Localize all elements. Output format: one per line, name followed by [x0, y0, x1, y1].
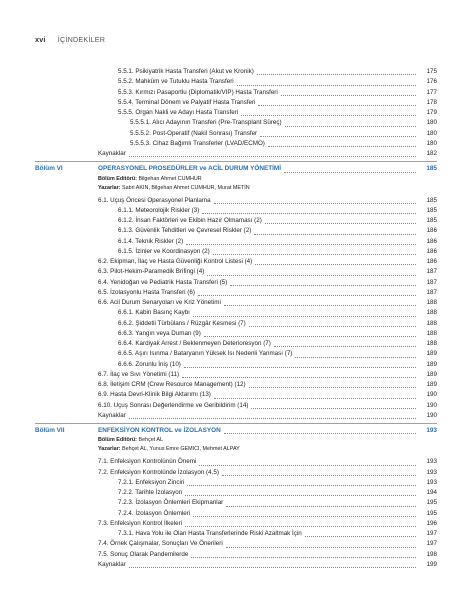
- dot-leader: [186, 244, 416, 245]
- dot-leader: [255, 264, 416, 265]
- editor-label: Bölüm Editörü:: [98, 175, 137, 182]
- page-ref: 199: [426, 560, 437, 568]
- dot-leader: [198, 295, 416, 296]
- page-ref: 190: [426, 411, 437, 419]
- entry-title: 7.2.1. Enfeksiyon Zinciri: [118, 478, 185, 488]
- entry-title: 5.5.5. Organ Nakli ve Adayı Hasta Transferi: [118, 108, 239, 118]
- page-ref: 188: [426, 319, 437, 327]
- dot-leader: [222, 475, 416, 476]
- toc-entry: [0, 329, 472, 339]
- dot-leader: [193, 516, 416, 517]
- entry-title: 7.2.4. İzolasyon Önlemleri: [118, 509, 191, 519]
- page-ref: 177: [426, 88, 437, 96]
- dot-leader: [224, 305, 416, 306]
- page-ref: 188: [426, 309, 437, 317]
- toc-entry: [0, 267, 472, 277]
- toc-entry: [0, 139, 472, 149]
- section-heading: [0, 426, 472, 436]
- toc-entry: [0, 67, 472, 77]
- page-ref: 190: [426, 391, 437, 399]
- page-ref: 175: [426, 68, 437, 75]
- toc-entry: [0, 237, 472, 247]
- toc-entry: [0, 319, 472, 329]
- authors-label: Yazarlar:: [98, 446, 121, 453]
- toc-entry: [0, 370, 472, 380]
- page-ref: 193: [426, 468, 437, 476]
- dot-leader: [214, 203, 416, 204]
- editor-label: Bölüm Editörü:: [98, 437, 137, 444]
- entry-title: 6.7. İlaç ve Sıvı Yönetimi (11): [98, 370, 180, 380]
- dot-leader: [274, 346, 416, 347]
- dot-leader: [129, 156, 416, 157]
- editor-line: [98, 175, 203, 184]
- entry-title: 5.5.1. Psikiyatrik Hasta Transferi (Akut ve Kronik): [118, 67, 255, 77]
- toc-entry: [0, 226, 472, 236]
- entry-title: 7.1. Enfeksiyon Kontrolünün Önemi: [98, 457, 197, 467]
- page-ref: 179: [426, 109, 437, 116]
- chapter-label: Bölüm VI: [35, 165, 63, 173]
- entry-title: 6.6.6. Zorunlu İniş (10): [118, 360, 182, 370]
- page-ref: 197: [426, 530, 437, 537]
- entry-title: 6.6.3. Yangın veya Duman (9): [118, 329, 202, 339]
- entry-title: 6.6. Acil Durum Senaryoları ve Kriz Yönetimi: [98, 298, 222, 308]
- authors-names: Behçet AL, Yunus Emre GEMICI, Mehmet ALPAY: [121, 446, 240, 453]
- dot-leader: [241, 115, 416, 116]
- page-ref: 189: [426, 370, 437, 378]
- section-title: ENFEKSİYON KONTROL ve İZOLASYON: [98, 426, 222, 436]
- toc-entry: [0, 339, 472, 349]
- page-ref: 193: [426, 458, 437, 466]
- page-ref: 195: [426, 509, 437, 517]
- toc-entry: [0, 529, 472, 539]
- dot-leader: [226, 506, 416, 507]
- entry-title: Kaynaklar: [98, 149, 127, 159]
- page-ref: 194: [426, 489, 437, 496]
- page-ref: 185: [426, 217, 437, 224]
- dot-leader: [285, 126, 416, 127]
- editor-line: [98, 436, 164, 445]
- toc-entry: [0, 478, 472, 488]
- toc-entry: [0, 247, 472, 257]
- page-ref: 182: [426, 150, 437, 157]
- toc-entry: [0, 98, 472, 108]
- page-ref: 188: [426, 329, 437, 337]
- page-header: [35, 35, 105, 44]
- toc-entry: [0, 278, 472, 288]
- editor-names: Behçet AL: [138, 437, 164, 444]
- dot-leader: [193, 316, 416, 317]
- dot-leader: [295, 357, 416, 358]
- entry-title: 7.2. Enfeksiyon Kontrolünde İzolasyon (4,5): [98, 468, 220, 478]
- page-ref: 185: [426, 206, 437, 214]
- toc-entry: [0, 129, 472, 139]
- entry-title: 5.5.2. Mahkûm ve Tutuklu Hasta Transferi: [118, 77, 235, 87]
- toc-entry: [0, 298, 472, 308]
- entry-title: 7.5. Sonuç Olarak Pandemilerde: [98, 550, 189, 560]
- page-ref: 180: [426, 139, 437, 147]
- page-ref: 189: [426, 381, 437, 388]
- dot-leader: [185, 526, 416, 527]
- page-ref: 186: [426, 247, 437, 255]
- dot-leader: [254, 234, 416, 235]
- entry-title: 7.2.3. İzolasyon Önlemleri Ekipmanlar: [118, 498, 224, 508]
- dot-leader: [213, 254, 416, 255]
- entry-title: 6.1. Uçuş Öncesi Operasyonel Planlama: [98, 196, 212, 206]
- entry-title: 6.6.1. Kabin Basınç Kaybı: [118, 308, 191, 318]
- entry-title: 6.1.5. İzinler ve Koordinasyon (2): [118, 247, 211, 257]
- page-number: xvi: [35, 35, 46, 44]
- authors-line: [98, 445, 241, 454]
- toc-entry: [0, 149, 472, 159]
- table-of-contents: [0, 67, 472, 570]
- dot-leader: [249, 387, 416, 388]
- toc-entry: [0, 77, 472, 87]
- page-ref: 197: [426, 540, 437, 548]
- entry-title: 6.2. Ekipman, İlaç ve Hasta Güvenliği Kontrol Listesi (4): [98, 257, 253, 267]
- dot-leader: [224, 433, 416, 434]
- toc-entry: [0, 560, 472, 570]
- section-divider: [35, 161, 437, 162]
- page-ref: 188: [426, 299, 437, 306]
- section-heading: [0, 164, 472, 174]
- entry-title: 5.5.5.3. Cihaz Bağımlı Transferler (LVAD/ECMO): [130, 139, 266, 149]
- toc-entry: [0, 216, 472, 226]
- toc-entry: [0, 468, 472, 478]
- page-ref: 189: [426, 350, 437, 358]
- page-ref: 180: [426, 129, 437, 137]
- dot-leader: [305, 536, 416, 537]
- chapter-editor: [0, 175, 472, 184]
- toc-entry: [0, 88, 472, 98]
- entry-title: 6.1.4. Teknik Riskler (2): [118, 237, 184, 247]
- toc-entry: [0, 539, 472, 549]
- toc-entry: [0, 206, 472, 216]
- entry-title: 5.5.4. Terminal Dönem ve Palyatif Hasta Transferi: [118, 98, 256, 108]
- entry-title: 6.6.4. Kardiyak Arrest / Beklenmeyen Deterioresyon (7): [118, 339, 272, 349]
- page-ref: 198: [426, 550, 437, 558]
- dot-leader: [202, 213, 416, 214]
- toc-entry: [0, 401, 472, 411]
- entry-title: 7.2.2. Tarihte İzolasyon: [118, 488, 183, 498]
- toc-entry: [0, 380, 472, 390]
- editor-names: Bilgehan Ahmet CUMHUR: [138, 175, 202, 182]
- page-ref: 195: [426, 499, 437, 507]
- dot-leader: [251, 408, 416, 409]
- dot-leader: [199, 465, 416, 466]
- page-ref: 186: [426, 258, 437, 265]
- page-ref: 196: [426, 519, 437, 527]
- entry-title: 6.9. Hasta Devri-Klinik Bilgi Aktarımı (13): [98, 390, 212, 400]
- toc-entry: [0, 118, 472, 128]
- section-title: OPERASYONEL PROSEDÜRLER ve ACİL DURUM YÖNETİMİ: [98, 164, 282, 174]
- dot-leader: [184, 367, 416, 368]
- dot-leader: [260, 136, 416, 137]
- entry-title: 6.3. Pilot-Hekim-Paramedik Brifingi (4): [98, 267, 205, 277]
- entry-title: 6.5. İzolasyonlu Hasta Transferi (6): [98, 288, 196, 298]
- dot-leader: [249, 326, 416, 327]
- page-ref: 186: [426, 227, 437, 235]
- toc-entry: [0, 488, 472, 498]
- toc-entry: [0, 196, 472, 206]
- chapter-authors: [0, 445, 472, 454]
- page-ref: 193: [426, 478, 437, 486]
- dot-leader: [187, 485, 416, 486]
- running-title: İÇİNDEKİLER: [57, 35, 106, 44]
- entry-title: 6.8. İletişim CRM (Crew Resource Management) (12): [98, 380, 247, 390]
- dot-leader: [226, 547, 416, 548]
- page-ref: 187: [426, 278, 437, 286]
- toc-entry: [0, 288, 472, 298]
- toc-entry: [0, 257, 472, 267]
- entry-title: 7.4. Örnek Çalışmalar, Sonuçları Ve Önerileri: [98, 539, 224, 549]
- dot-leader: [268, 146, 416, 147]
- entry-title: 6.4. Yenidoğan ve Pediatrik Hasta Transferi (5): [98, 278, 228, 288]
- page-ref: 187: [426, 288, 437, 296]
- page-ref: 185: [426, 165, 437, 173]
- page-ref: 178: [426, 98, 437, 106]
- toc-entry: [0, 509, 472, 519]
- toc-entry: [0, 360, 472, 370]
- entry-title: Kaynaklar: [98, 411, 127, 421]
- toc-entry: [0, 519, 472, 529]
- entry-title: 5.5.5.1. Alıcı Adayının Transferi (Pre-Transplant Süreç): [130, 118, 283, 128]
- page-ref: 190: [426, 401, 437, 409]
- entry-title: 6.1.3. Güvenlik Tehditleri ve Çevresel Riskler (2): [118, 226, 252, 236]
- chapter-label: Bölüm VII: [35, 427, 65, 434]
- toc-entry: [0, 457, 472, 467]
- section-divider: [35, 423, 437, 424]
- entry-title: 6.1.1. Meteorolojik Riskler (3): [118, 206, 200, 216]
- page-ref: 193: [426, 427, 437, 434]
- toc-entry: [0, 411, 472, 421]
- authors-line: [98, 184, 251, 193]
- dot-leader: [237, 85, 416, 86]
- entry-title: 7.3. Enfeksiyon Kontrol İlkeleri: [98, 519, 183, 529]
- entry-title: 6.1.2. İnsan Faktörleri ve Ekibin Hazır Olmaması (2): [118, 216, 263, 226]
- dot-leader: [204, 336, 416, 337]
- toc-entry: [0, 349, 472, 359]
- chapter-editor: [0, 436, 472, 445]
- dot-leader: [129, 567, 416, 568]
- page-ref: 185: [426, 196, 437, 204]
- page-ref: 188: [426, 340, 437, 347]
- dot-leader: [191, 557, 416, 558]
- toc-entry: [0, 550, 472, 560]
- dot-leader: [185, 495, 416, 496]
- entry-title: 6.6.5. Aşırı Isınma / Bataryanın Yüksek Isı Nedenli Yanması (7): [118, 349, 293, 359]
- dot-leader: [129, 418, 416, 419]
- entry-title: Kaynaklar: [98, 560, 127, 570]
- entry-title: 6.10. Uçuş Sonrası Değerlendirme ve Geribildirim (14): [98, 401, 249, 411]
- chapter-authors: [0, 184, 472, 193]
- dot-leader: [281, 95, 416, 96]
- page-ref: 187: [426, 268, 437, 276]
- authors-names: Sabri AKIN, Bilgehan Ahmet CUMHUR, Murat METİN: [121, 184, 250, 191]
- entry-title: 6.6.2. Şiddetli Türbülans / Rüzgâr Kesmesi (7): [118, 319, 247, 329]
- dot-leader: [257, 74, 416, 75]
- authors-label: Yazarlar:: [98, 184, 121, 191]
- page-ref: 180: [426, 119, 437, 127]
- page-ref: 189: [426, 360, 437, 368]
- toc-entry: [0, 390, 472, 400]
- dot-leader: [207, 275, 416, 276]
- dot-leader: [230, 285, 416, 286]
- dot-leader: [182, 377, 416, 378]
- dot-leader: [258, 105, 416, 106]
- dot-leader: [284, 172, 416, 173]
- entry-title: 7.3.1. Hava Yolu ile Olan Hasta Transferlerinde Riski Azaltmak İçin: [118, 529, 303, 539]
- entry-title: 5.5.5.2. Post-Operatif (Nakil Sonrası) Transfer: [130, 129, 258, 139]
- toc-entry: [0, 308, 472, 318]
- toc-entry: [0, 498, 472, 508]
- dot-leader: [265, 223, 416, 224]
- entry-title: 5.5.3. Kırmızı Pasaportlu (Diplomatik/VIP) Hasta Transferi: [118, 88, 279, 98]
- dot-leader: [214, 398, 416, 399]
- page-ref: 186: [426, 237, 437, 245]
- page-ref: 176: [426, 78, 437, 86]
- toc-entry: [0, 108, 472, 118]
